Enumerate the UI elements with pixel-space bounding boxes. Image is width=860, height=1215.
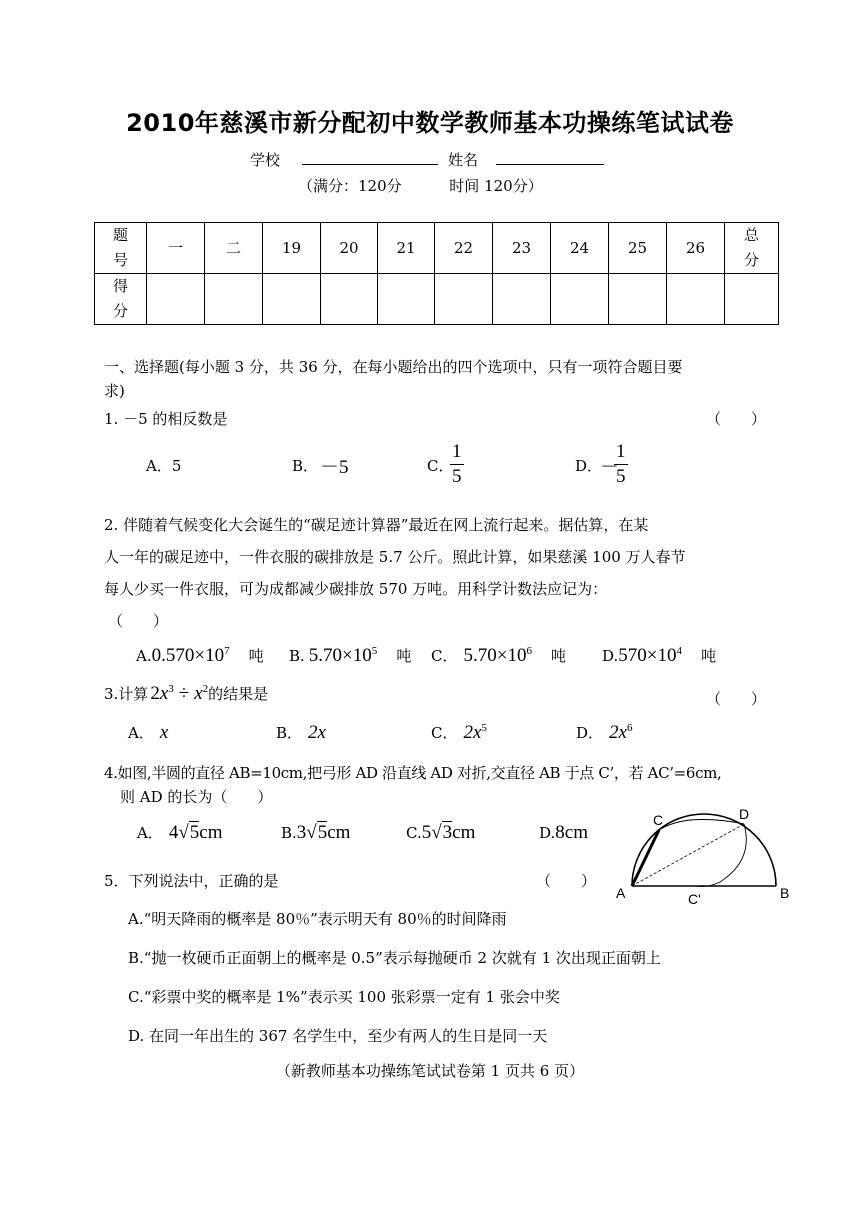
q4-line1: 4.如图,半圆的直径 AB=10cm,把弓形 AD 沿直线 AD 对折,交直径 AB 于点 C’，若 AC’=6cm, (104, 764, 722, 782)
q2-option-c: C． $5.70\times 10^6$ 吨 (431, 645, 567, 666)
score-header-cell: 26 (667, 223, 725, 274)
score-cell[interactable] (378, 274, 435, 325)
q2-option-b: B. $5.70\times 10^5$ 吨 (289, 645, 412, 666)
score-header-cell: 24 (551, 223, 609, 274)
score-cell[interactable] (205, 274, 263, 325)
label-c-prime: C' (688, 891, 701, 907)
q5-stem: 5．下列说法中，正确的是 (104, 872, 279, 890)
score-table (94, 222, 779, 325)
score-cell[interactable] (435, 274, 493, 325)
q5-option-c: C.“彩票中奖的概率是 1%”表示买 100 张彩票一定有 1 张会中奖 (128, 988, 560, 1006)
q5-answer-paren[interactable]: （ ） (536, 872, 597, 890)
q4-line2: 则 AD 的长为（ ） (120, 788, 273, 806)
score-time-info: （满分：120分 时间 120分） (298, 177, 543, 195)
label-b: B (780, 885, 790, 901)
q2-option-d: $D.570\times 10^4$ 吨 (602, 645, 717, 666)
q1-option-c-fraction: $\frac{1}{5}$ (452, 441, 462, 487)
name-label: 姓名 (448, 151, 479, 169)
q1-option-d-label: D． (575, 457, 603, 475)
score-header-cell: 22 (435, 223, 493, 274)
name-blank[interactable] (496, 164, 604, 165)
score-header-cell: 23 (493, 223, 551, 274)
q5-option-b: B.“抛一枚硬币正面朝上的概率是 0.5”表示每抛硬币 2 次就有 1 次出现正面朝上 (128, 949, 661, 967)
score-cell[interactable] (609, 274, 667, 325)
q1-option-d-fraction: $\frac{1}{5}$ (616, 441, 626, 487)
q2-option-a: $A.0.570\times 10^7$ 吨 (136, 645, 264, 666)
school-label: 学校 (250, 151, 281, 169)
q1-option-c-label: C． (427, 457, 454, 475)
q2-line2: 人一年的碳足迹中，一件衣服的碳排放是 5.7 公斤。照此计算，如果慈溪 100 万人春节 (104, 548, 686, 566)
q4-option-d: D.8cm (539, 822, 588, 843)
q5-option-d: D. 在同一年出生的 367 名学生中，至少有两人的生日是同一天 (128, 1027, 548, 1045)
folded-arc (696, 824, 746, 887)
q2-line1: 2. 伴随着气候变化大会诞生的“碳足迹计算器”最近在网上流行起来。据估算，在某 (104, 516, 649, 534)
score-header-cell: 25 (609, 223, 667, 274)
label-d: D (739, 806, 750, 822)
score-header-cell: 二 (205, 223, 263, 274)
label-a: A (616, 885, 626, 901)
score-cell[interactable] (263, 274, 321, 325)
score-cell[interactable] (725, 274, 779, 325)
score-table-score-row (95, 274, 779, 325)
score-header-cell: 19 (263, 223, 321, 274)
score-cell[interactable] (493, 274, 551, 325)
section1-heading: 一、选择题(每小题 3 分，共 36 分，在每小题给出的四个选项中，只有一项符合题目要 (104, 358, 683, 376)
q1-option-b-label: B． (292, 457, 319, 475)
q4-semicircle-figure (612, 800, 802, 910)
q1-option-d-sign: － (600, 457, 620, 478)
q1-answer-paren[interactable]: （ ） (706, 410, 767, 428)
q1-option-b-value: －5 (320, 457, 349, 478)
score-cell[interactable] (551, 274, 609, 325)
score-header-cell: 一 (147, 223, 205, 274)
score-header-cell: 总分 (725, 223, 779, 274)
q3-option-b: B． 2x (276, 722, 326, 743)
q2-answer-paren[interactable]: （ ） (108, 612, 169, 630)
q3-option-a: A． x (128, 722, 169, 743)
score-cell[interactable] (321, 274, 378, 325)
q3-option-c: C． $2x^5$ (431, 722, 487, 743)
q5-option-a: A.“明天降雨的概率是 80％”表示明天有 80％的时间降雨 (128, 910, 507, 928)
label-c: C (653, 812, 664, 828)
score-table-header-row (95, 223, 779, 274)
q1-option-a: A．5 (146, 457, 182, 475)
section1-heading-cont: 求) (104, 382, 125, 400)
score-row-label: 得分 (95, 274, 147, 325)
q4-option-b: B.3√5cm (281, 822, 351, 843)
q1-stem: 1. －5 的相反数是 (104, 410, 228, 428)
q4-option-c: C.5√3cm (406, 822, 476, 843)
page-footer: （新教师基本功操练笔试试卷第 1 页共 6 页） (275, 1062, 585, 1080)
exam-title: 2010年慈溪市新分配初中数学教师基本功操练笔试试卷 (126, 109, 734, 137)
q3-option-d: D． $2x^6$ (576, 722, 633, 743)
q3-stem: 3.计算 $2x^3 \div x^2$的结果是 (104, 683, 269, 704)
score-cell[interactable] (147, 274, 205, 325)
q2-line3: 每人少买一件衣服，可为成都减少碳排放 570 万吨。用科学计数法应记为： (104, 580, 608, 598)
q4-option-a: A． 4√5cm (137, 822, 223, 843)
chord-ac (632, 830, 659, 886)
score-header-cell: 题号 (95, 223, 147, 274)
school-blank[interactable] (302, 164, 438, 165)
score-header-cell: 20 (321, 223, 378, 274)
score-cell[interactable] (667, 274, 725, 325)
score-header-cell: 21 (378, 223, 435, 274)
q3-answer-paren[interactable]: （ ） (706, 690, 767, 708)
